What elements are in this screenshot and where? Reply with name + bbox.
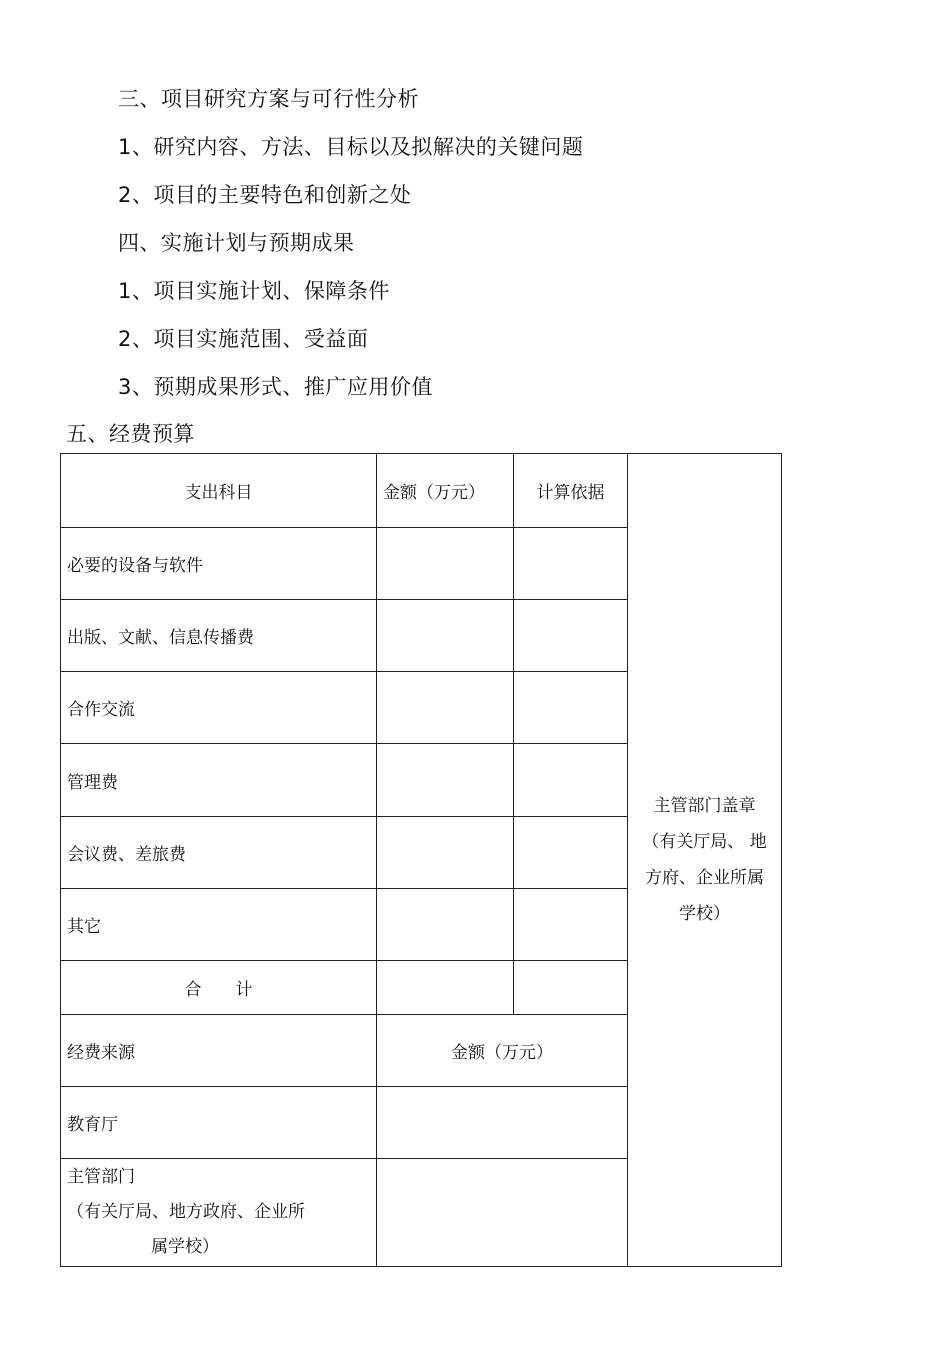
seal-cell [628,454,782,1267]
seal-line-2: （有关厅局、 地 [642,832,767,852]
section-3-heading: 三、项目研究方案与可行性分析 [118,87,419,111]
header-item: 支出科目 [61,454,377,528]
expense-basis-cell[interactable] [514,528,628,600]
seal-line-1: 主管部门盖章 [653,796,756,816]
expense-basis-cell[interactable] [514,817,628,889]
section-3-item-1: 1、研究内容、方法、目标以及拟解决的关键问题 [118,135,584,159]
expense-basis-cell[interactable] [514,744,628,817]
source-header-label: 经费来源 [61,1015,377,1087]
expense-amount-cell[interactable] [377,817,514,889]
table-header-row [61,454,782,528]
dept-line-3: 属学校） [151,1237,219,1257]
seal-line-3: 方府、企业所属 [645,868,764,888]
expense-amount-cell[interactable] [377,744,514,817]
source-amount-cell[interactable] [377,1159,628,1267]
total-amount-cell[interactable] [377,961,514,1015]
section-4-item-1: 1、项目实施计划、保障条件 [118,279,390,303]
expense-basis-cell[interactable] [514,672,628,744]
expense-label: 管理费 [61,744,377,817]
section-4-item-2: 2、项目实施范围、受益面 [118,327,369,351]
budget-table [60,453,782,1267]
expense-amount-cell[interactable] [377,672,514,744]
expense-label: 会议费、差旅费 [61,817,377,889]
expense-label: 合作交流 [61,672,377,744]
expense-basis-cell[interactable] [514,600,628,672]
expense-label: 必要的设备与软件 [61,528,377,600]
total-label: 合 计 [61,961,377,1015]
section-3-item-2: 2、项目的主要特色和创新之处 [118,183,412,207]
expense-amount-cell[interactable] [377,600,514,672]
expense-basis-cell[interactable] [514,889,628,961]
source-amount-cell[interactable] [377,1087,628,1159]
dept-line-1: 主管部门 [67,1167,135,1187]
header-amount: 金额（万元） [377,454,514,528]
source-label-dept [61,1159,377,1267]
section-5-heading: 五、经费预算 [66,422,195,446]
dept-line-2: （有关厅局、地方政府、企业所 [67,1202,305,1222]
section-4-item-3: 3、预期成果形式、推广应用价值 [118,375,433,399]
expense-amount-cell[interactable] [377,889,514,961]
expense-amount-cell[interactable] [377,528,514,600]
seal-line-4: 学校） [679,904,730,924]
section-4-heading: 四、实施计划与预期成果 [118,231,355,255]
total-basis-cell[interactable] [514,961,628,1015]
source-label-edu: 教育厅 [61,1087,377,1159]
expense-label: 其它 [61,889,377,961]
expense-label: 出版、文献、信息传播费 [61,600,377,672]
source-header-amount: 金额（万元） [377,1015,628,1087]
header-basis: 计算依据 [514,454,628,528]
